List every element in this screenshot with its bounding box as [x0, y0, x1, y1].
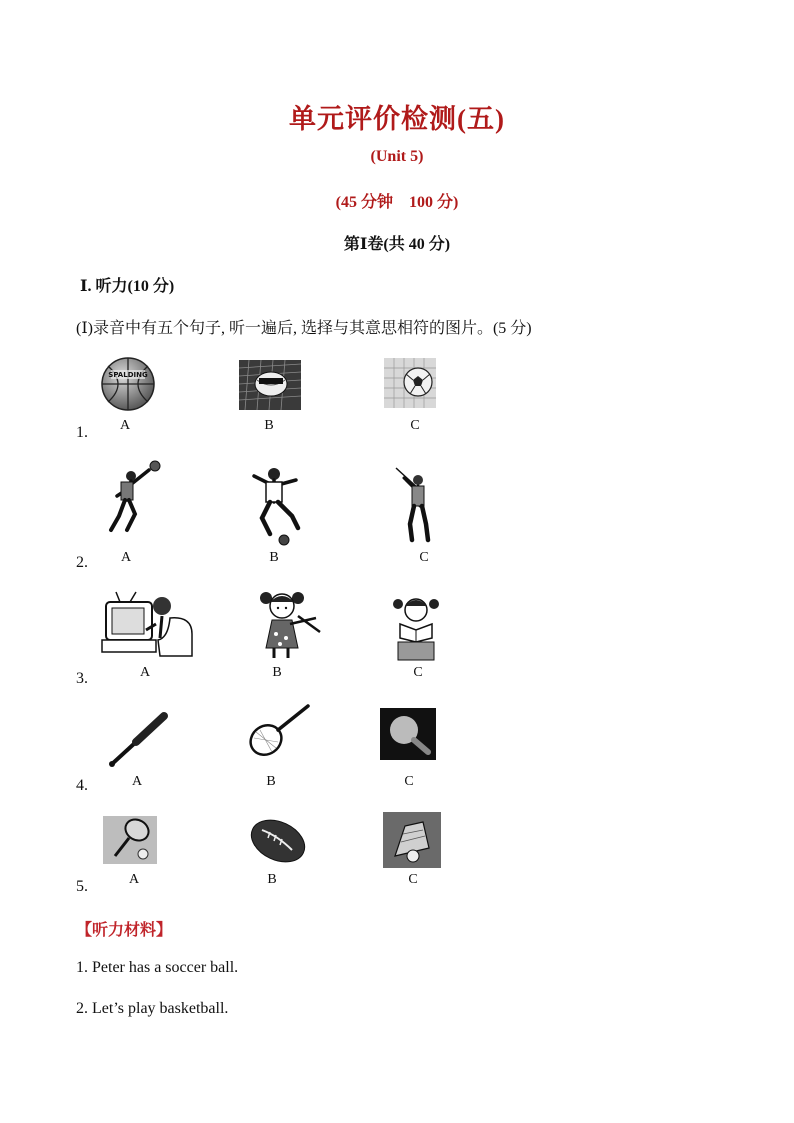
option-label: B	[264, 418, 274, 433]
option-label: B	[266, 774, 276, 789]
option-label: A	[131, 774, 143, 789]
listening-line: 2. Let’s play basketball.	[76, 1000, 229, 1017]
badminton-shuttlecock-icon	[383, 812, 441, 873]
option-label: C	[413, 665, 423, 680]
option-label: B	[272, 665, 282, 680]
soccer-ball-in-net-icon	[384, 358, 436, 413]
option-label: C	[408, 872, 418, 887]
option-label: B	[267, 872, 277, 887]
girl-reading-book-icon	[390, 594, 442, 667]
option-label: C	[419, 550, 429, 565]
section-heading: Ⅰ. 听力(10 分)	[80, 278, 175, 295]
question-number: 5.	[76, 878, 88, 895]
unit-subtitle: (Unit 5)	[370, 148, 424, 165]
option-label: A	[128, 872, 140, 887]
svg-text:SPALDING: SPALDING	[108, 371, 148, 379]
baseball-bat-icon	[108, 712, 170, 773]
option-label: A	[139, 665, 151, 680]
soccer-player-icon	[244, 462, 308, 551]
option-label: B	[269, 550, 279, 565]
tennis-racket-icon	[246, 702, 312, 765]
basketball-icon	[100, 356, 156, 417]
option-label: C	[410, 418, 420, 433]
option-label: C	[404, 774, 414, 789]
ping-pong-paddle-icon	[380, 708, 436, 765]
listening-material-heading: 【听力材料】	[76, 922, 173, 939]
question-number: 3.	[76, 670, 88, 687]
option-label: A	[120, 550, 132, 565]
question-number: 1.	[76, 424, 88, 441]
time-score-subtitle: (45 分钟 100 分)	[335, 194, 459, 211]
girl-playing-violin-icon	[254, 588, 322, 665]
question-number: 4.	[76, 777, 88, 794]
page-title: 单元评价检测(五)	[289, 104, 505, 134]
tennis-racket-and-ball-icon	[103, 816, 157, 869]
option-label: A	[119, 418, 131, 433]
golfer-icon	[392, 464, 438, 549]
american-football-icon	[248, 814, 308, 873]
basketball-player-icon	[105, 460, 163, 545]
girl-watching-tv-icon	[100, 588, 196, 665]
section-instruction: (Ⅰ)录音中有五个句子, 听一遍后, 选择与其意思相符的图片。(5 分)	[76, 320, 532, 337]
part-heading: 第Ⅰ卷(共 40 分)	[343, 236, 451, 253]
tennis-ball-on-racket-icon	[239, 360, 301, 415]
question-number: 2.	[76, 554, 88, 571]
listening-line: 1. Peter has a soccer ball.	[76, 959, 239, 976]
